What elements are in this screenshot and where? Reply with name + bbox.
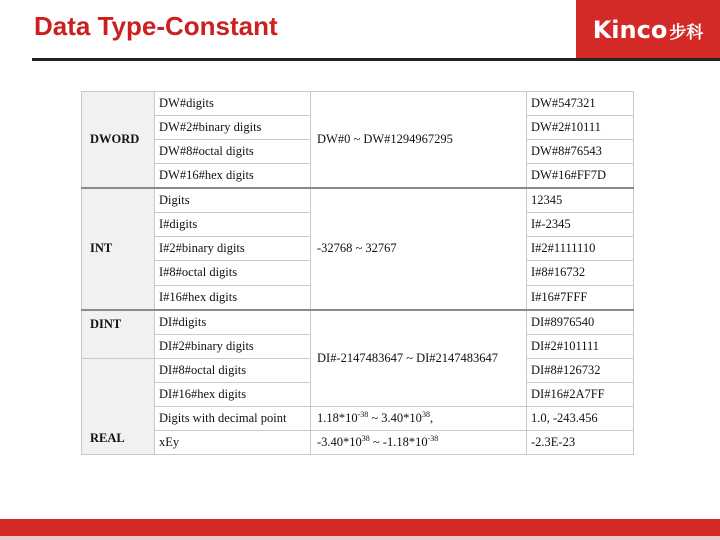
format-cell: DI#digits <box>155 310 311 335</box>
type-cell-real: REAL <box>82 358 155 454</box>
table-row <box>82 188 634 213</box>
example-cell: DW#2#10111 <box>527 116 634 140</box>
table-row <box>82 92 634 116</box>
data-type-table <box>81 91 634 455</box>
table-row <box>82 406 634 430</box>
exponent: 38 <box>421 410 430 420</box>
format-cell: I#2#binary digits <box>155 237 311 261</box>
example-cell: I#8#16732 <box>527 261 634 285</box>
format-cell: xEy <box>155 430 311 454</box>
format-cell: DW#digits <box>155 92 311 116</box>
range-text: -3.40*10 <box>317 435 362 450</box>
range-text: 1.18*10 <box>317 411 358 426</box>
header-rule <box>32 58 720 61</box>
example-cell: DI#8#126732 <box>527 358 634 382</box>
exponent: -38 <box>357 410 369 420</box>
example-cell: DW#8#76543 <box>527 140 634 164</box>
range-text: , <box>429 411 434 426</box>
format-cell: DI#2#binary digits <box>155 334 311 358</box>
range-cell-real-1 <box>311 406 527 430</box>
format-cell: DW#2#binary digits <box>155 116 311 140</box>
kinco-logo <box>576 0 720 60</box>
example-cell: DW#16#FF7D <box>527 164 634 189</box>
example-cell: DW#547321 <box>527 92 634 116</box>
example-cell: I#16#7FFF <box>527 285 634 310</box>
example-cell: 1.0, -243.456 <box>527 406 634 430</box>
exponent: -38 <box>427 434 439 444</box>
range-cell-int: -32768 ~ 32767 <box>311 188 527 309</box>
range-text: ~ -1.18*10 <box>369 435 428 450</box>
example-cell: DI#8976540 <box>527 310 634 335</box>
footer-stripe <box>0 536 720 540</box>
range-cell-real-2 <box>311 430 527 454</box>
format-cell: DI#8#octal digits <box>155 358 311 382</box>
range-text: ~ 3.40*10 <box>368 411 422 426</box>
example-cell: 12345 <box>527 188 634 213</box>
example-cell: DI#2#101111 <box>527 334 634 358</box>
range-cell-dword: DW#0 ~ DW#1294967295 <box>311 92 527 189</box>
format-cell: DW#8#octal digits <box>155 140 311 164</box>
format-cell: Digits <box>155 188 311 213</box>
example-cell: -2.3E-23 <box>527 430 634 454</box>
example-cell: I#-2345 <box>527 213 634 237</box>
format-cell: I#8#octal digits <box>155 261 311 285</box>
format-cell: Digits with decimal point <box>155 406 311 430</box>
data-type-table-container <box>81 91 633 455</box>
example-cell: DI#16#2A7FF <box>527 382 634 406</box>
type-cell-dword: DWORD <box>82 92 155 189</box>
format-cell: DW#16#hex digits <box>155 164 311 189</box>
type-cell-int: INT <box>82 188 155 309</box>
format-cell: I#digits <box>155 213 311 237</box>
example-cell: I#2#1111110 <box>527 237 634 261</box>
format-cell: I#16#hex digits <box>155 285 311 310</box>
type-cell-dint: DINT <box>82 310 155 359</box>
table-row <box>82 310 634 335</box>
logo-chinese-text: 步科 <box>669 22 704 43</box>
table-row <box>82 430 634 454</box>
exponent: 38 <box>361 434 370 444</box>
format-cell: DI#16#hex digits <box>155 382 311 406</box>
range-cell-dint: DI#-2147483647 ~ DI#2147483647 <box>311 310 527 407</box>
logo-text: Kinco <box>592 16 668 44</box>
slide-title: Data Type-Constant <box>34 11 278 41</box>
